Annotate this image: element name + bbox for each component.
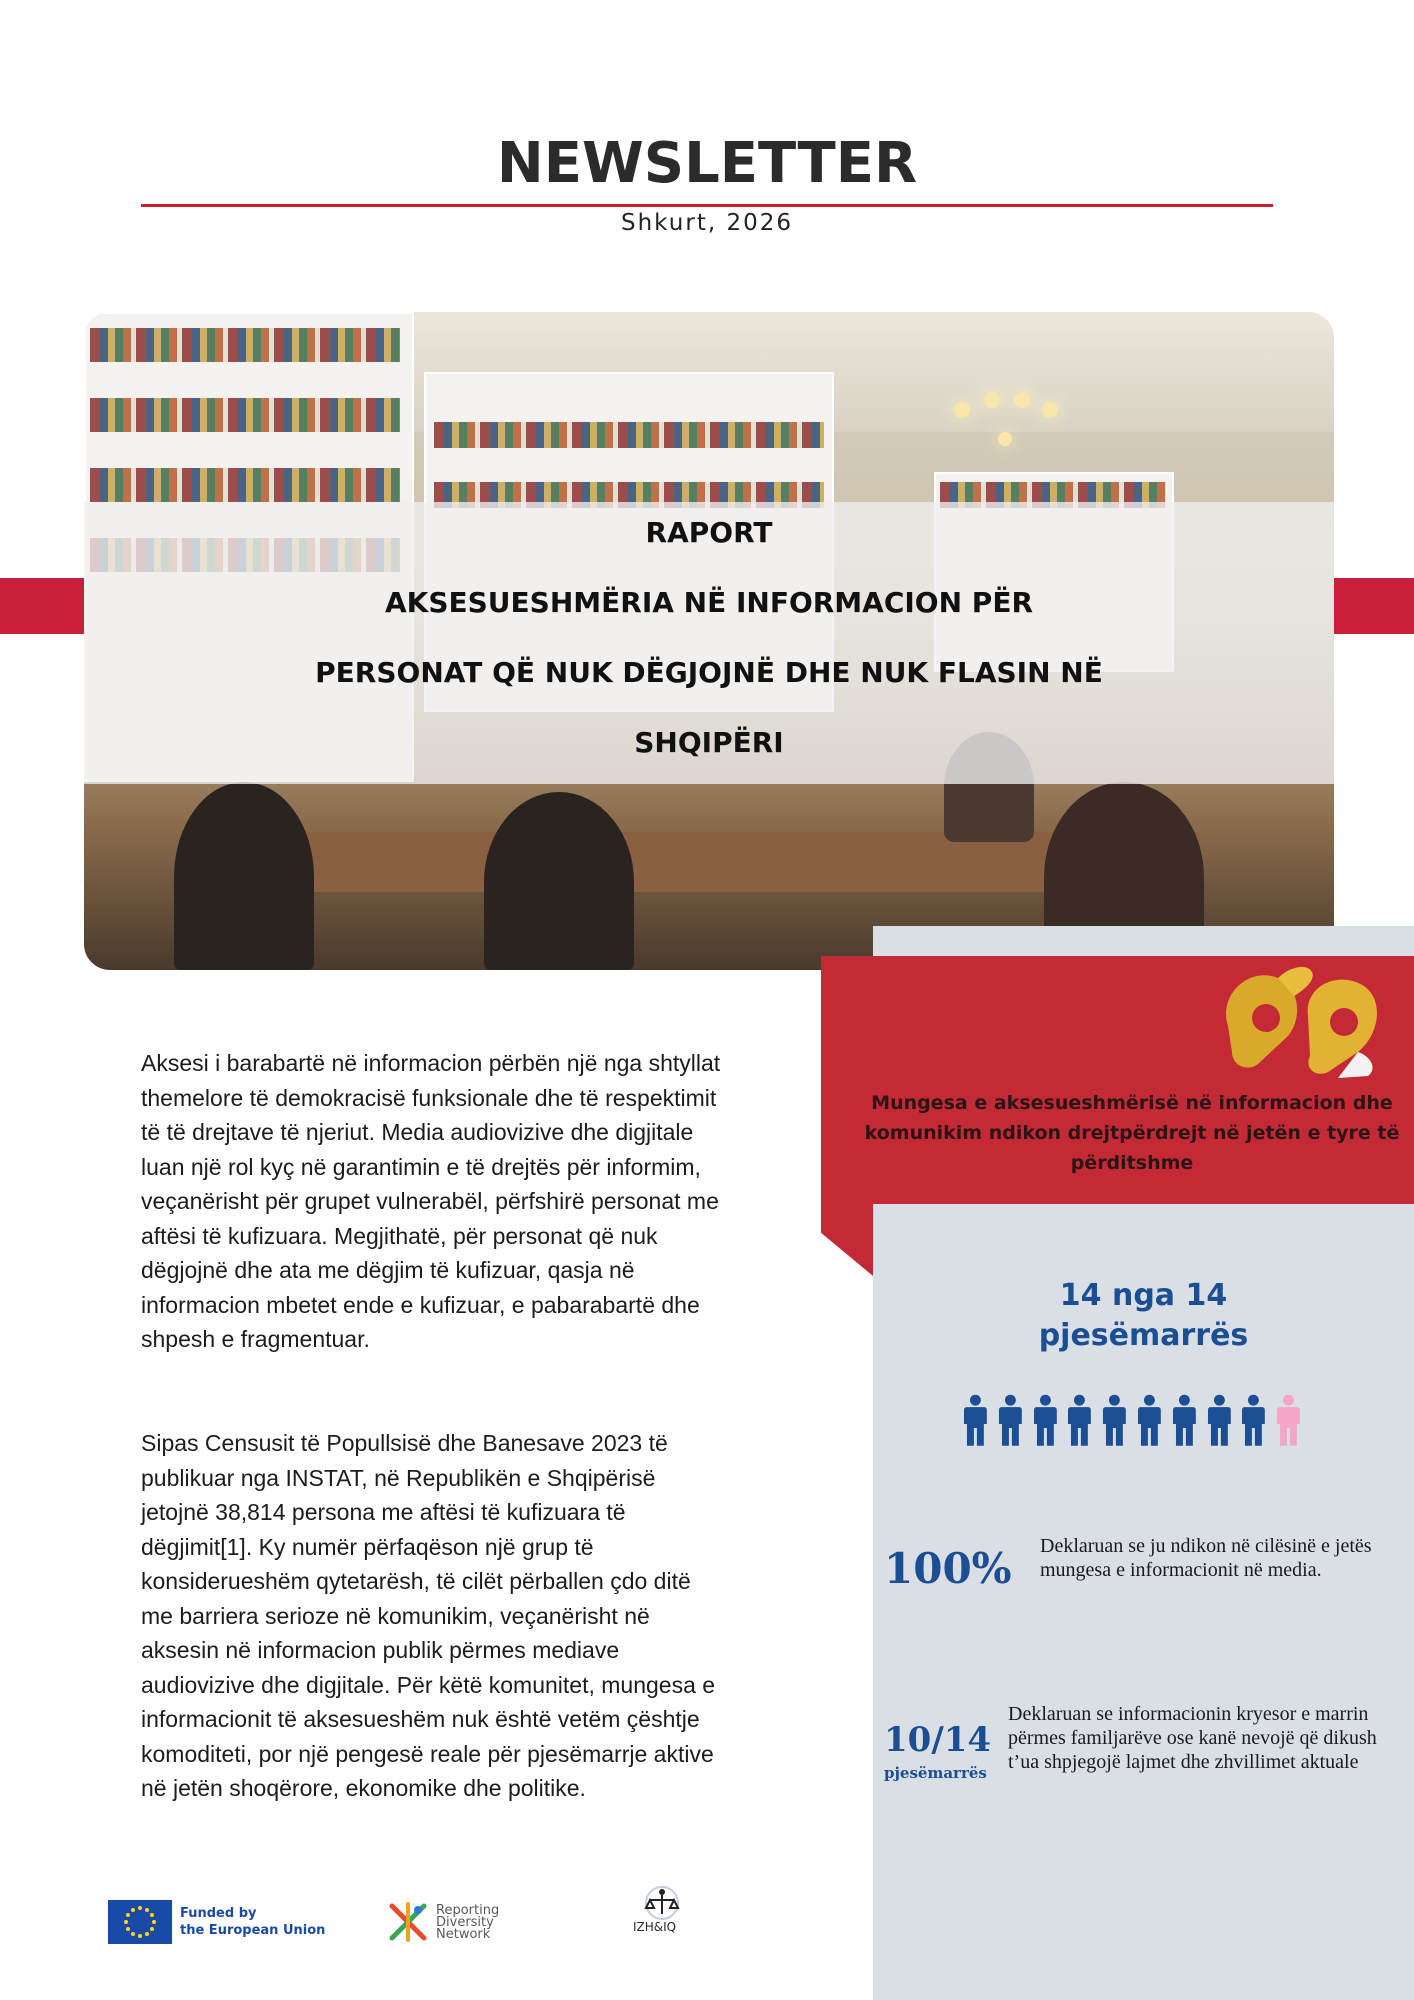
sign-language-hands-icon bbox=[1208, 956, 1384, 1080]
participants-count-value: 14 nga 14 bbox=[1059, 1278, 1228, 1313]
person-icon-highlighted bbox=[1275, 1394, 1302, 1446]
person-icon bbox=[997, 1394, 1024, 1446]
rdn-logo-line: Diversity bbox=[436, 1915, 494, 1930]
hero-title-line: AKSESUESHMËRIA NË INFORMACION PËR bbox=[384, 586, 1034, 619]
photo-books bbox=[434, 422, 824, 448]
newsletter-title: NEWSLETTER bbox=[496, 131, 918, 196]
stat-percent-text: Deklaruan se ju ndikon në cilësinë e jetës mungesa e informacionit në media. bbox=[1040, 1535, 1372, 1581]
body-paragraph: Aksesi i barabartë në informacion përbën një nga shtyllat themelore të demokracisë funksionale dhe të respektimit të të drejtave të njeriut. Media audiovizive dhe digjitale luan një rol kyç në garantimin e të drejtës për informim, veçanërisht për grupet vulnerabël, përfshirë personat me aftësi të kufizuara. Megjithatë, për personat që nuk dëgjojnë dhe ata me dëgjim të kufizuar, qasja në informacion mbetet ende e kufizuar, e pabarabartë dhe shpesh e fragmentuar. bbox=[141, 1050, 721, 1352]
person-icon bbox=[1206, 1394, 1233, 1446]
photo-books bbox=[90, 328, 400, 362]
participants-count-label: pjesëmarrës bbox=[1038, 1318, 1249, 1353]
hero-title-line: RAPORT bbox=[645, 516, 773, 549]
callout-fold bbox=[821, 1204, 873, 1276]
participants-count bbox=[873, 1276, 1414, 1356]
hero-title-panel bbox=[84, 502, 1334, 784]
hero-title-line: SHQIPËRI bbox=[634, 726, 784, 759]
hero-title-line: PERSONAT QË NUK DËGJOJNË DHE NUK FLASIN NË bbox=[315, 656, 1103, 689]
eu-funding-line: the European Union bbox=[180, 1923, 326, 1938]
eu-funding-line: Funded by bbox=[180, 1906, 257, 1921]
masthead bbox=[0, 128, 1414, 236]
eu-funding-text bbox=[180, 1905, 325, 1939]
person-icon bbox=[1032, 1394, 1059, 1446]
stat-percent: 100% bbox=[884, 1544, 1012, 1593]
rdn-logo-line: Reporting bbox=[436, 1903, 500, 1918]
person-icon bbox=[1066, 1394, 1093, 1446]
participant-figures bbox=[962, 1394, 1302, 1446]
izhiq-scales-logo-icon bbox=[640, 1886, 684, 1920]
rdn-logo-icon bbox=[386, 1900, 430, 1944]
person-icon bbox=[962, 1394, 989, 1446]
photo-books bbox=[90, 398, 400, 432]
eu-flag-logo bbox=[108, 1900, 172, 1944]
rdn-logo-text bbox=[436, 1905, 499, 1941]
stat-fraction-text: Deklaruan se informacionin kryesor e marrin përmes familjarëve ose kanë nevojë që dikush t’ua shpjegojë lajmet dhe zhvillimet aktuale bbox=[1008, 1703, 1377, 1773]
photo-books bbox=[90, 468, 400, 502]
callout-text: Mungesa e aksesueshmërisë në informacion dhe komunikim ndikon drejtpërdrejt në jetën e tyre të përditshme bbox=[864, 1092, 1400, 1174]
person-icon bbox=[1171, 1394, 1198, 1446]
stat-fraction-label: pjesëmarrës bbox=[884, 1764, 987, 1782]
rdn-logo-line: Network bbox=[436, 1927, 491, 1942]
person-icon bbox=[1136, 1394, 1163, 1446]
person-icon bbox=[1101, 1394, 1128, 1446]
photo-chandelier bbox=[944, 362, 1064, 472]
body-paragraph: Sipas Censusit të Popullsisë dhe Banesave 2023 të publikuar nga INSTAT, në Republikën e Shqipërisë jetojnë 38,814 persona me aftësi të kufizuara të dëgjimit[1]. Ky numër përfaqëson një grup të konsiderueshëm qytetarësh, të cilët përballen çdo ditë me barriera serioze në komunikim, veçanërisht në aksesin në informacion publik përmes mediave audiovizive dhe digjitale. Për këtë komunitet, mungesa e informacionit të aksesueshëm nuk është vetëm çështje komoditeti, por një pengesë reale për pjesëmarrje aktive në jetën shoqërore, ekonomike dhe politike. bbox=[141, 1430, 716, 1801]
stat-fraction: 10/14 bbox=[884, 1720, 992, 1760]
photo-person bbox=[174, 782, 314, 970]
photo-person bbox=[484, 792, 634, 970]
izhiq-logo-text: IZH&IQ bbox=[633, 1920, 677, 1934]
issue-date: Shkurt, 2026 bbox=[621, 210, 793, 236]
title-rule bbox=[141, 204, 1273, 207]
person-icon bbox=[1240, 1394, 1267, 1446]
hero-photo bbox=[84, 312, 1334, 970]
